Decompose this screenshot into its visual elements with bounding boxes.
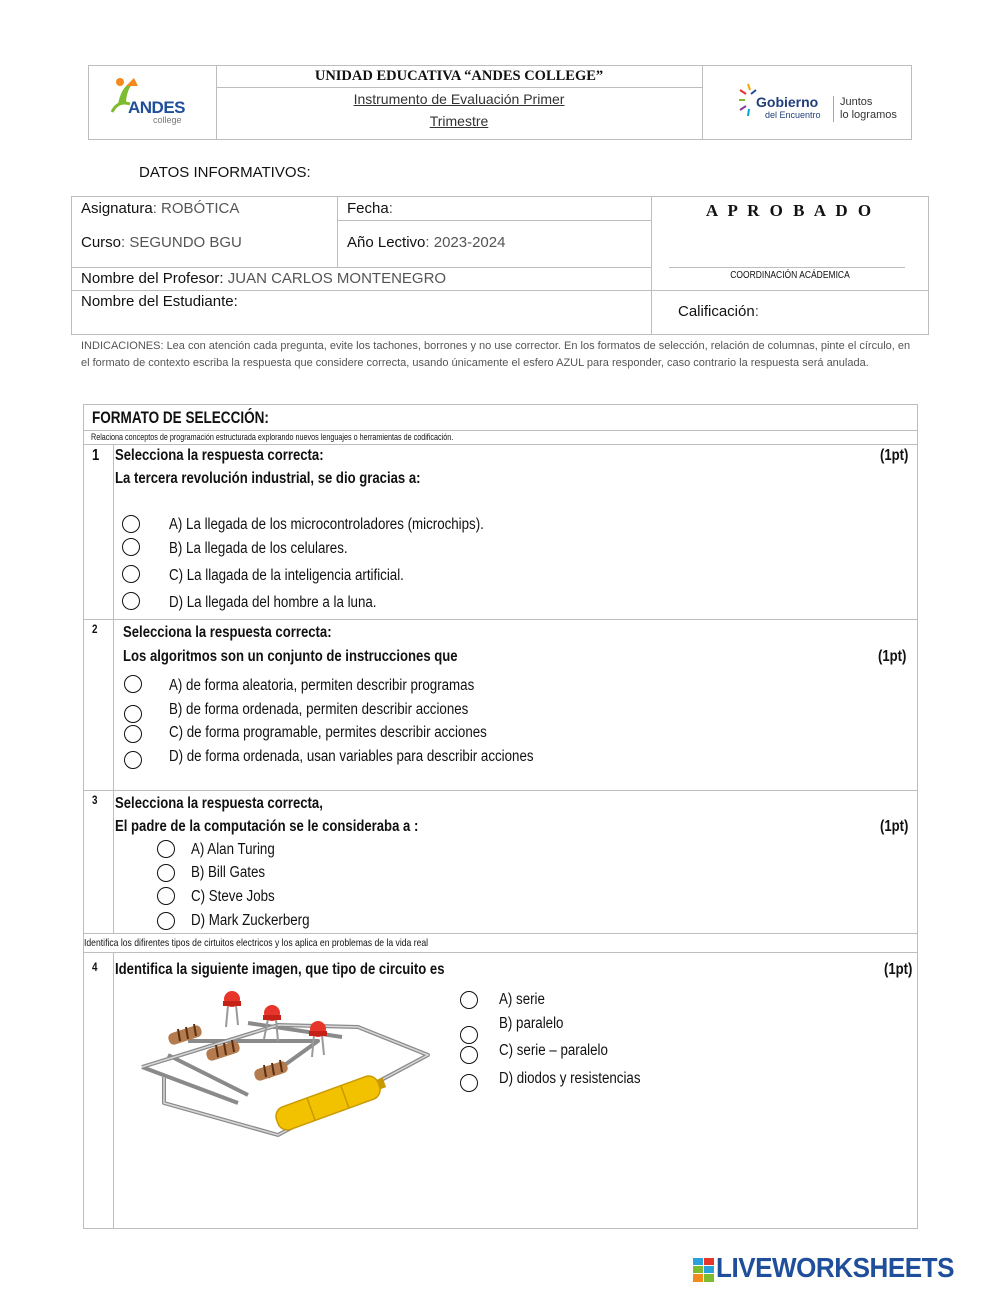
q2-option-d-radio[interactable] xyxy=(124,751,142,769)
q2-option-b-radio[interactable] xyxy=(124,705,142,723)
liveworksheets-brand[interactable]: LIVEWORKSHEETS xyxy=(716,1252,955,1283)
q1-option-c: C) La llagada de la inteligencia artificial. xyxy=(169,567,404,584)
q3-option-a: A) Alan Turing xyxy=(191,841,275,858)
gobierno-logo-text: Gobierno xyxy=(756,94,819,110)
asignatura-field xyxy=(81,200,239,217)
q4-option-b: B) paralelo xyxy=(499,1015,564,1032)
q4-option-b-radio[interactable] xyxy=(460,1026,478,1044)
q3-option-b-radio[interactable] xyxy=(157,864,175,882)
q2-option-a-radio[interactable] xyxy=(124,675,142,693)
fecha-value: : xyxy=(388,200,393,217)
q1-option-c-radio[interactable] xyxy=(122,565,140,583)
asignatura-label: Asignatura xyxy=(81,200,153,217)
q2-option-d: D) de forma ordenada, usan variables para describir acciones xyxy=(169,748,534,765)
profesor-label: Nombre del Profesor: xyxy=(81,270,224,287)
question-4-number: 4 xyxy=(92,960,98,974)
gobierno-logo-sub: del Encuentro xyxy=(765,110,821,120)
estudiante-field[interactable] xyxy=(81,293,238,310)
school-name: UNIDAD EDUCATIVA “ANDES COLLEGE” xyxy=(314,68,604,84)
gobierno-tagline1: Juntos xyxy=(840,96,873,108)
question-1-number: 1 xyxy=(92,447,100,464)
question-3-number: 3 xyxy=(92,793,98,807)
q1-option-a: A) La llegada de los microcontroladores (microchips). xyxy=(169,516,484,533)
liveworksheets-logo-icon xyxy=(693,1258,715,1282)
question-3-instruction: Selecciona la respuesta correcta, xyxy=(115,795,323,812)
calificacion-label: Calificación xyxy=(678,303,755,320)
profesor-value: JUAN CARLOS MONTENEGRO xyxy=(227,270,447,287)
question-2-prompt: Los algoritmos son un conjunto de instrucciones que xyxy=(123,648,458,665)
q1-option-a-radio[interactable] xyxy=(122,515,140,533)
q1-option-b-radio[interactable] xyxy=(122,538,140,556)
q3-option-c-radio[interactable] xyxy=(157,887,175,905)
curso-field xyxy=(81,234,242,251)
andes-logo-text: ANDES xyxy=(128,98,186,117)
q3-option-a-radio[interactable] xyxy=(157,840,175,858)
section-title: FORMATO DE SELECCIÓN: xyxy=(92,409,269,427)
coordinacion-label: COORDINACIÓN ACÁDEMICA xyxy=(730,270,850,281)
datos-title: DATOS INFORMATIVOS: xyxy=(139,164,311,181)
ano-field xyxy=(347,234,505,251)
curso-value: : SEGUNDO BGU xyxy=(121,234,242,251)
q4-option-d-radio[interactable] xyxy=(460,1074,478,1092)
curso-label: Curso xyxy=(81,234,122,251)
aprobado-stamp: A P R O B A D O xyxy=(705,201,875,220)
q4-option-a-radio[interactable] xyxy=(460,991,478,1009)
q2-option-c-radio[interactable] xyxy=(124,725,142,743)
q4-option-c: C) serie – paralelo xyxy=(499,1042,608,1059)
q4-option-a: A) serie xyxy=(499,991,545,1008)
calificacion-value: : xyxy=(754,303,759,320)
asignatura-value: : ROBÓTICA xyxy=(152,200,240,217)
fecha-label: Fecha xyxy=(347,200,389,217)
question-3-prompt: El padre de la computación se le consideraba a : xyxy=(115,818,419,835)
q3-option-d: D) Mark Zuckerberg xyxy=(191,912,310,929)
ano-value: : 2023-2024 xyxy=(425,234,506,251)
section-subtitle-2: Identifica los difirentes tipos de cirtuitos electricos y los aplica en problemas de la vida real xyxy=(84,937,429,949)
instrument-line2: Trimestre xyxy=(429,113,489,129)
question-1-instruction: Selecciona la respuesta correcta: xyxy=(115,447,324,464)
question-3-points: (1pt) xyxy=(880,818,909,835)
gobierno-tagline2: lo logramos xyxy=(840,109,897,121)
q4-option-c-radio[interactable] xyxy=(460,1046,478,1064)
ano-label: Año Lectivo xyxy=(347,234,426,251)
question-4-points: (1pt) xyxy=(884,961,913,978)
q1-option-b: B) La llegada de los celulares. xyxy=(169,540,348,557)
q4-option-d: D) diodos y resistencias xyxy=(499,1070,641,1087)
profesor-field xyxy=(81,270,446,287)
circuit-image xyxy=(128,985,434,1145)
andes-logo-sub: college xyxy=(153,115,182,125)
fecha-field[interactable] xyxy=(347,200,393,217)
instrument-line1: Instrumento de Evaluación Primer xyxy=(353,91,565,107)
question-2-instruction: Selecciona la respuesta correcta: xyxy=(123,624,332,641)
q3-option-b: B) Bill Gates xyxy=(191,864,266,881)
q2-option-b: B) de forma ordenada, permiten describir acciones xyxy=(169,701,469,718)
q1-option-d: D) La llegada del hombre a la luna. xyxy=(169,594,377,611)
gobierno-logo xyxy=(738,82,758,118)
q3-option-d-radio[interactable] xyxy=(157,912,175,930)
calificacion-field[interactable] xyxy=(678,303,759,320)
question-4-prompt: Identifica la siguiente imagen, que tipo de circuito es xyxy=(115,961,445,978)
q2-option-a: A) de forma aleatoria, permiten describir programas xyxy=(169,677,475,694)
section-subtitle: Relaciona conceptos de programación estructurada explorando nuevos lenguajes o herramientas de codificación. xyxy=(91,432,454,442)
indicaciones-text: INDICACIONES: Lea con atención cada pregunta, evite los tachones, borrones y no use corrector. En los formatos de selección, relación de columnas, pinte el círculo, en el formato de contexto escriba la respuesta que considere correcta, usando únicamente el esfero AZUL para responder, caso contrario la respuesta será anulada. xyxy=(81,340,911,369)
question-1-prompt: La tercera revolución industrial, se dio gracias a: xyxy=(115,470,421,487)
question-2-number: 2 xyxy=(92,622,98,636)
q2-option-c: C) de forma programable, permites describir acciones xyxy=(169,724,487,741)
question-1-points: (1pt) xyxy=(880,447,909,464)
estudiante-label: Nombre del Estudiante: xyxy=(81,293,238,310)
q1-option-d-radio[interactable] xyxy=(122,592,140,610)
q3-option-c: C) Steve Jobs xyxy=(191,888,275,905)
question-2-points: (1pt) xyxy=(878,648,907,665)
